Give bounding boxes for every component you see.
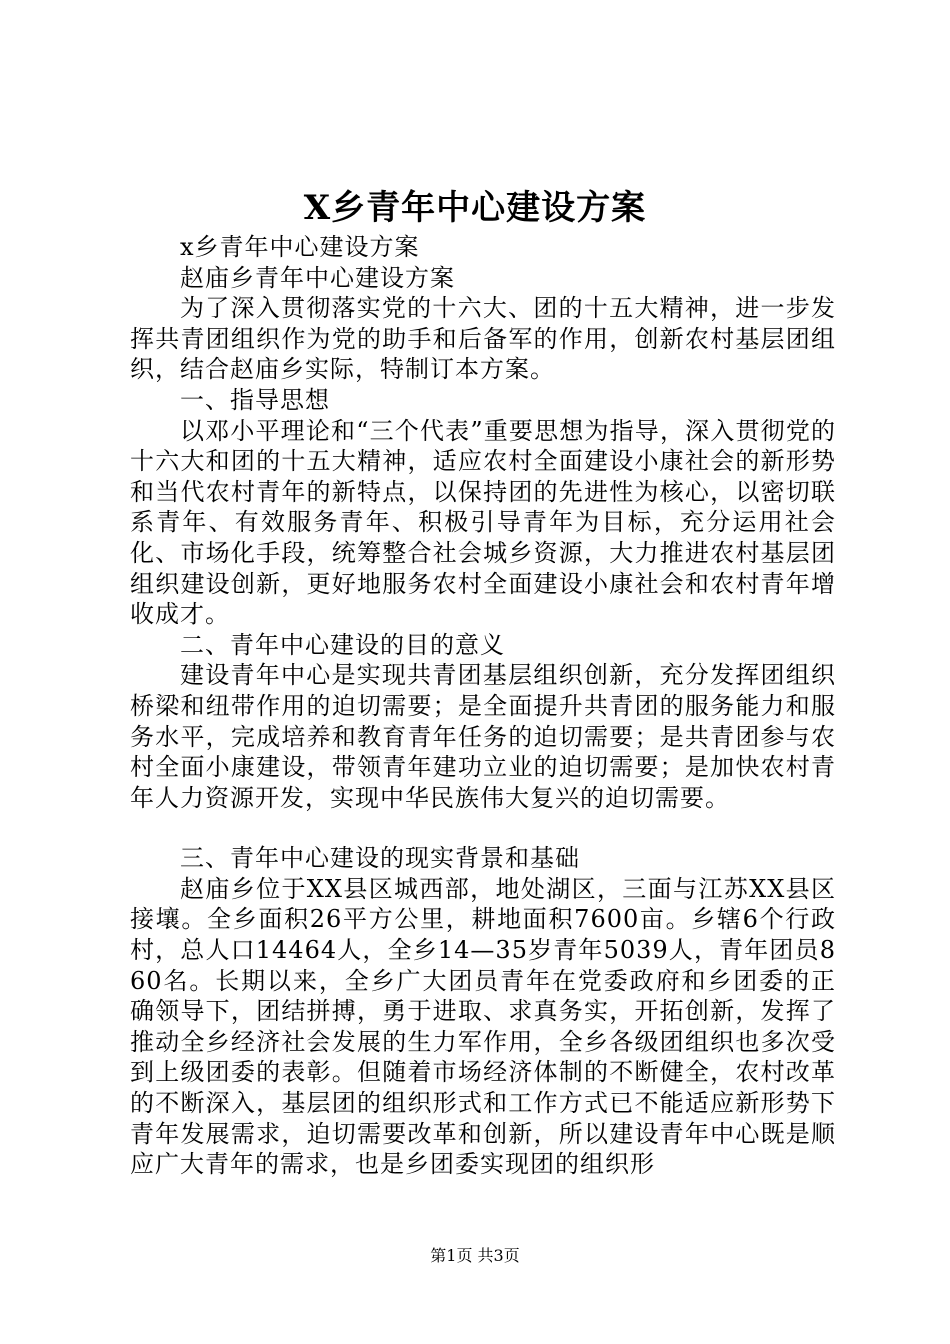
document-body xyxy=(130,232,836,1180)
subtitle-line: x乡青年中心建设方案 xyxy=(180,233,420,261)
page-number-footer: 第1页 共3页 xyxy=(430,1246,520,1265)
intro-paragraph: 为了深入贯彻落实党的十六大、团的十五大精神，进一步发挥共青团组织作为党的助手和后备军的作用，创新农村基层团组织，结合赵庙乡实际，特制订本方案。 xyxy=(130,294,836,384)
subtitle-line: 赵庙乡青年中心建设方案 xyxy=(180,263,455,292)
body-paragraph: 以邓小平理论和“三个代表”重要思想为指导，深入贯彻党的十六大和团的十五大精神，适应农村全面建设小康社会的新形势和当代农村青年的新特点，以保持团的先进性为核心，以密切联系青年、有效服务青年、积极引导青年为目标，充分运用社会化、市场化手段，统筹整合社会城乡资源，大力推进农村基层团组织建设创新，更好地服务农村全面建设小康社会和农村青年增收成才。 xyxy=(130,416,836,629)
body-paragraph: 赵庙乡位于XX县区城西部，地处湖区，三面与江苏XX县区接壤。全乡面积26平方公里，耕地面积7600亩。乡辖6个行政村，总人口14464人，全乡14—35岁青年5039人，青年团员860名。长期以来，全乡广大团员青年在党委政府和乡团委的正确领导下，团结拼搏，勇于进取、求真务实，开拓创新，发挥了推动全乡经济社会发展的生力军作用，全乡各级团组织也多次受到上级团委的表彰。但随着市场经济体制的不断健全，农村改革的不断深入，基层团的组织形式和工作方式已不能适应新形势下青年发展需求，迫切需要改革和创新，所以建设青年中心既是顺应广大青年的需求，也是乡团委实现团的组织形 xyxy=(130,874,836,1179)
document-title: X乡青年中心建设方案 xyxy=(303,188,647,228)
section-heading: 一、指导思想 xyxy=(180,385,330,414)
body-paragraph: 建设青年中心是实现共青团基层组织创新，充分发挥团组织桥梁和纽带作用的迫切需要；是全面提升共青团的服务能力和服务水平，完成培养和教育青年任务的迫切需要；是共青团参与农村全面小康建设，带领青年建功立业的迫切需要；是加快农村青年人力资源开发，实现中华民族伟大复兴的迫切需要。 xyxy=(130,661,836,812)
section-heading: 二、青年中心建设的目的意义 xyxy=(180,630,505,659)
section-heading: 三、青年中心建设的现实背景和基础 xyxy=(180,844,580,873)
